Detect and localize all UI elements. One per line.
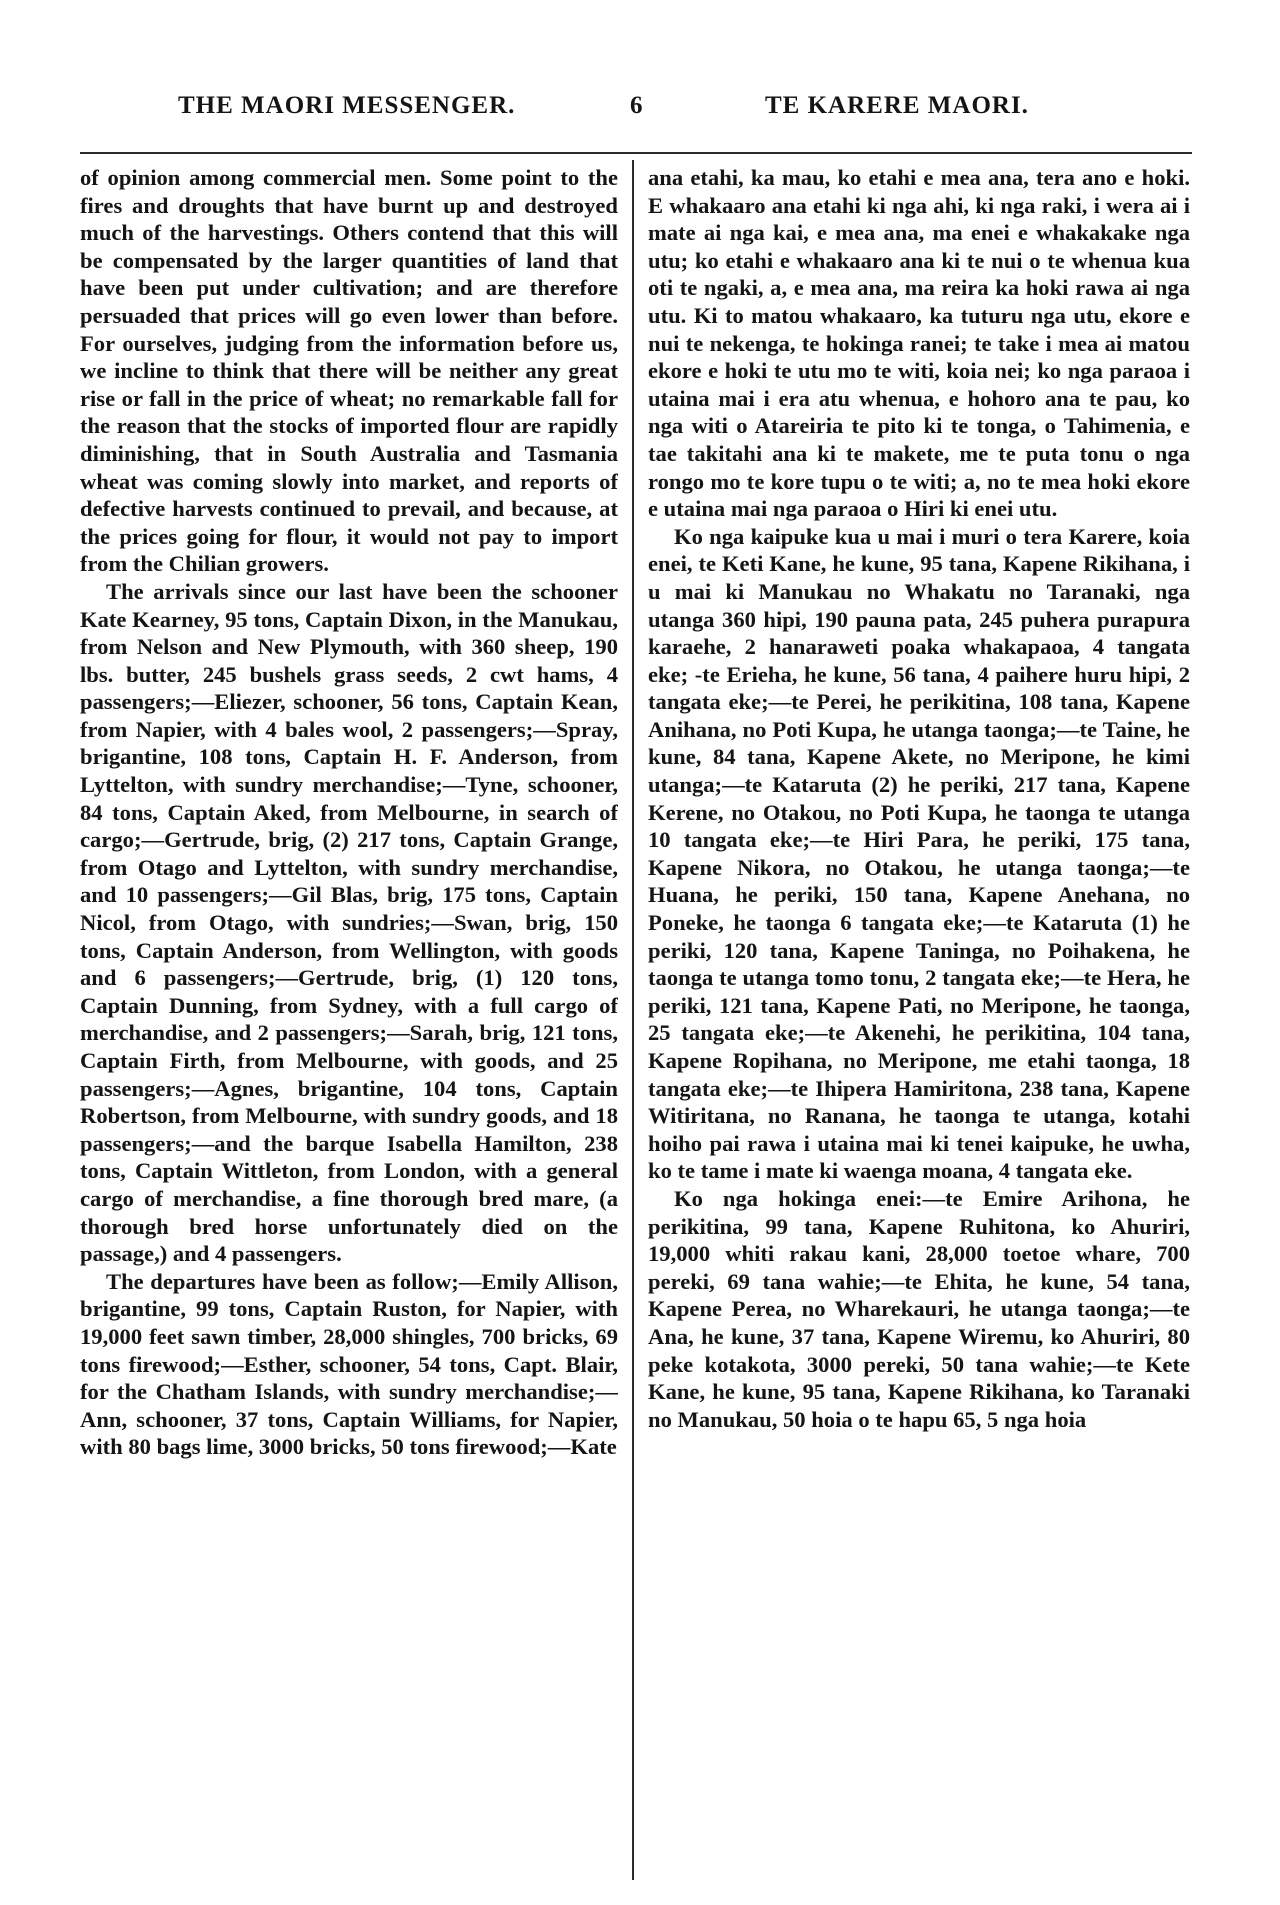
header-rule: [80, 152, 1192, 154]
maori-column: [648, 164, 1190, 1876]
page-number: 6: [630, 92, 644, 119]
english-masthead: THE MAORI MESSENGER.: [178, 92, 516, 119]
english-paragraph: The arrivals since our last have been the schooner Kate Kearney, 95 tons, Captain Dixon, in the Manukau, from Nelson and New Plymouth, with 360 sheep, 190 lbs. butter, 245 bushels grass seeds, 2 cwt hams, 4 passengers;—Eliezer, schooner, 56 tons, Captain Kean, from Napier, with 4 bales wool, 2 passengers;—Spray, brigantine, 108 tons, Captain H. F. Anderson, from Lyttelton, with sundry merchandise;—Tyne, schooner, 84 tons, Captain Aked, from Melbourne, in search of cargo;—Gertrude, brig, (2) 217 tons, Captain Grange, from Otago and Lyttelton, with sundry merchandise, and 10 passengers;—Gil Blas, brig, 175 tons, Captain Nicol, from Otago, with sundries;—Swan, brig, 150 tons, Captain Anderson, from Wellington, with goods and 6 passengers;—Gertrude, brig, (1) 120 tons, Captain Dunning, from Sydney, with a full cargo of merchandise, and 2 passengers;—Sarah, brig, 121 tons, Captain Firth, from Melbourne, with goods, and 25 passengers;—Agnes, brigantine, 104 tons, Captain Robertson, from Melbourne, with sundry goods, and 18 passengers;—and the barque Isabella Hamilton, 238 tons, Captain Wittleton, from London, with a general cargo of merchandise, a fine thorough bred mare, (a thorough bred horse unfortunately died on the passage,) and 4 passengers.: [80, 578, 618, 1267]
english-paragraph: The departures have been as follow;—Emily Allison, brigantine, 99 tons, Captain Ruston, for Napier, with 19,000 feet sawn timber, 28,000 shingles, 700 bricks, 69 tons firewood;—Esther, schooner, 54 tons, Capt. Blair, for the Chatham Islands, with sundry merchandise;—Ann, schooner, 37 tons, Captain Williams, for Napier, with 80 bags lime, 3000 bricks, 50 tons firewood;—Kate: [80, 1268, 618, 1460]
maori-paragraph: Ko nga hokinga enei:—te Emire Arihona, he perikitina, 99 tana, Kapene Ruhitona, ko Ahuriri, 19,000 whiti rakau kani, 28,000 toetoe whare, 700 pereki, 69 tana wahie;—te Ehita, he kune, 54 tana, Kapene Perea, no Wharekauri, he utanga taonga;—te Ana, he kune, 37 tana, Kapene Wiremu, ko Ahuriri, 80 peke kotakota, 3000 pereki, 50 tana wahie;—te Kete Kane, he kune, 95 tana, Kapene Rikihana, ko Taranaki no Manukau, 50 hoia o te hapu 65, 5 nga hoia: [648, 1185, 1190, 1432]
maori-paragraph: ana etahi, ka mau, ko etahi e mea ana, tera ano e hoki. E whakaaro ana etahi ki nga ahi, ki nga raki, i wera ai i mate ai nga kai, e mea ana, ma enei e whakakake nga utu; ko etahi e whakaaro ana ki te nui o te whenua kua oti te ngaki, a, e mea ana, ma reira ka hoki rawa ai nga utu. Ki to matou whakaaro, ka tuturu nga utu, ekore e nui te nekenga, te hokinga ranei; te take i mea ai matou ekore e hoki te utu mo te witi, koia nei; ko nga paraoa i utaina mai i era atu whenua, e hohoro ana te pau, ko nga witi o Atareiria te pito ki te tonga, o Tahimenia, e tae takitahi ana ki te makete, me te puta tonu o nga rongo mo te kore tupu o te witi; a, no te mea hoki ekore e utaina mai nga paraoa o Hiri ki enei utu.: [648, 165, 1190, 522]
column-divider: [632, 160, 634, 1880]
english-paragraph: of opinion among commercial men. Some point to the fires and droughts that have burnt up and destroyed much of the harvestings. Others contend that this will be compensated by the larger quantities of land that have been put under cultivation; and are therefore persuaded that prices will go even lower than before. For ourselves, judging from the information before us, we incline to think that there will be neither any great rise or fall in the price of wheat; no remarkable fall for the reason that the stocks of imported flour are rapidly diminishing, that in South Australia and Tasmania wheat was coming slowly into market, and reports of defective harvests continued to prevail, and because, at the prices going for flour, it would not pay to import from the Chilian growers.: [80, 165, 618, 577]
maori-paragraph: Ko nga kaipuke kua u mai i muri o tera Karere, koia enei, te Keti Kane, he kune, 95 tana, Kapene Rikihana, i u mai ki Manukau no Whakatu no Taranaki, nga utanga 360 hipi, 190 pauna pata, 245 puhera purapura karaehe, 2 hanaraweti poaka whakapaoa, 4 tangata eke; -te Erieha, he kune, 56 tana, 4 paihere huru hipi, 2 tangata eke;—te Perei, he perikitina, 108 tana, Kapene Anihana, no Poti Kupa, he utanga taonga;—te Taine, he kune, 84 tana, Kapene Akete, no Meripone, he kimi utanga;—te Kataruta (2) he periki, 217 tana, Kapene Kerene, no Otakou, no Poti Kupa, he taonga te utanga 10 tangata eke;—te Hiri Para, he periki, 175 tana, Kapene Nikora, no Otakou, he utanga taonga;—te Huana, he periki, 150 tana, Kapene Anehana, no Poneke, he taonga 6 tangata eke;—te Kataruta (1) he periki, 120 tana, Kapene Taninga, no Poihakena, he taonga te utanga tomo tonu, 2 tangata eke;—te Hera, he periki, 121 tana, Kapene Pati, no Meripone, he taonga, 25 tangata eke;—te Akenehi, he perikitina, 104 tana, Kapene Ropihana, no Meripone, me etahi taonga, 18 tangata eke;—te Ihipera Hamiritona, 238 tana, Kapene Witiritana, no Ranana, he taonga te utanga, kotahi hoiho pai rawa i utaina mai ki tenei kaipuke, he uwha, ko te tame i mate ki waenga moana, 4 tangata eke.: [648, 523, 1190, 1184]
maori-masthead: TE KARERE MAORI.: [765, 92, 1029, 119]
page-header: [170, 92, 1070, 132]
english-column: [80, 164, 618, 1876]
